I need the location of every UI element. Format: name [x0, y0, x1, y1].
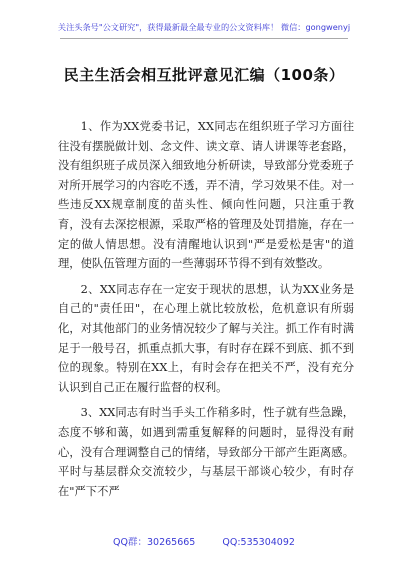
footer-qq-contact: QQ:535304092: [222, 537, 295, 548]
document-title: 民主生活会相互批评意见汇编（100条）: [63, 66, 345, 84]
document-body: [58, 117, 354, 507]
header-divider: [60, 38, 348, 39]
paragraph-2: 2、XX同志存在一定安于现状的思想，认为XX业务是自己的"责任田"，在心理上就比较放松，危机意识有所弱化，对其他部门的业务情况较少了解与关注。抓工作有时满足于一般号召，抓重点抓大事，有时存在踩不到底、抓不到位的现象。特别在XX上，有时会存在把关不严，没有充分认识到自己正在履行监督的权利。: [58, 282, 354, 394]
paragraph-3: 3、XX同志有时当手头工作稍多时，性子就有些急躁，态度不够和蔼，如遇到需重复解释的问题时，显得没有耐心，没有合理调整自己的情绪，导致部分干部产生距离感。平时与基层群众交流较少，与基层干部谈心较少，有时存在"严下不严: [58, 406, 354, 498]
footer-qq-group: QQ群：30265665: [113, 537, 196, 548]
footer: [0, 534, 408, 548]
paragraph-1: 1、作为XX党委书记，XX同志在组织班子学习方面往往没有摆脱做计划、念文件、读文章、请人讲课等老套路，没有组织班子成员深入细致地分析研读，导致部分党委班子对所开展学习的内容吃不透，弄不清，学习效果不佳。对一些违反XX规章制度的苗头性、倾向性问题，只注重于教育，没有去深挖根源，采取严格的管理及处罚措施，存在一定的做人情思想。没有清醒地认识到"严是爱松是害"的道理，使队伍管理方面的一些薄弱环节得不到有效整改。: [58, 120, 354, 271]
header-banner: 关注头条号"公文研究"，获得最新最全最专业的公文资料库！ 微信：gongwenyj: [57, 22, 351, 32]
